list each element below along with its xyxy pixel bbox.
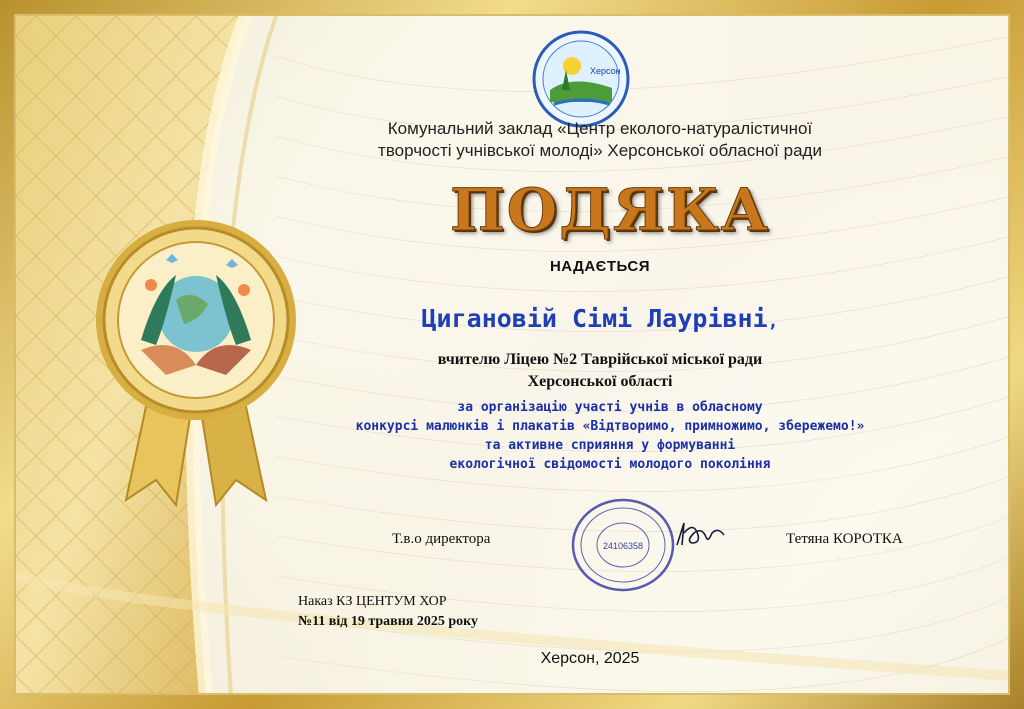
city-year: Херсон, 2025 xyxy=(540,650,640,667)
certificate-title: ПОДЯКА xyxy=(449,176,770,244)
recipient-position xyxy=(330,349,870,393)
position-line-1: вчителю Ліцею №2 Таврійської міської ради xyxy=(437,351,763,368)
organization-line-1: Комунальний заклад «Центр еколого-натуралістичної xyxy=(387,119,813,138)
organization-logo xyxy=(532,30,630,128)
recipient-punctuation: , xyxy=(767,311,779,332)
reason-line-4: екологічної свідомості молодого покоління xyxy=(449,457,771,472)
signatory-name: Тетяна КОРОТКА xyxy=(786,531,903,547)
handwritten-signature xyxy=(672,515,732,555)
award-reason xyxy=(270,398,950,474)
official-stamp xyxy=(568,495,678,595)
organization-name xyxy=(300,118,900,162)
reason-line-1: за організацію участі учнів в обласному xyxy=(457,400,763,415)
reason-line-3: та активне сприяння у формуванні xyxy=(484,438,736,453)
reason-line-2: конкурсі малюнків і плакатів «Відтворимо, примножимо, збережемо!» xyxy=(355,419,865,434)
stamp-code: 24106358 xyxy=(602,541,644,551)
order-line-2: №11 від 19 травня 2025 року xyxy=(298,614,479,629)
logo-text: Херсон xyxy=(590,66,621,76)
recipient-name-block xyxy=(300,304,900,333)
position-line-2: Херсонської області xyxy=(527,373,673,390)
signatory-role: Т.в.о директора xyxy=(392,531,491,547)
granted-label: НАДАЄТЬСЯ xyxy=(549,258,651,275)
recipient-name: Цигановій Сімі Лаурівні xyxy=(421,304,768,333)
organization-line-2: творчості учнівської молоді» Херсонської обласної ради xyxy=(378,141,822,160)
order-line-1: Наказ КЗ ЦЕНТУМ ХОР xyxy=(298,594,447,609)
